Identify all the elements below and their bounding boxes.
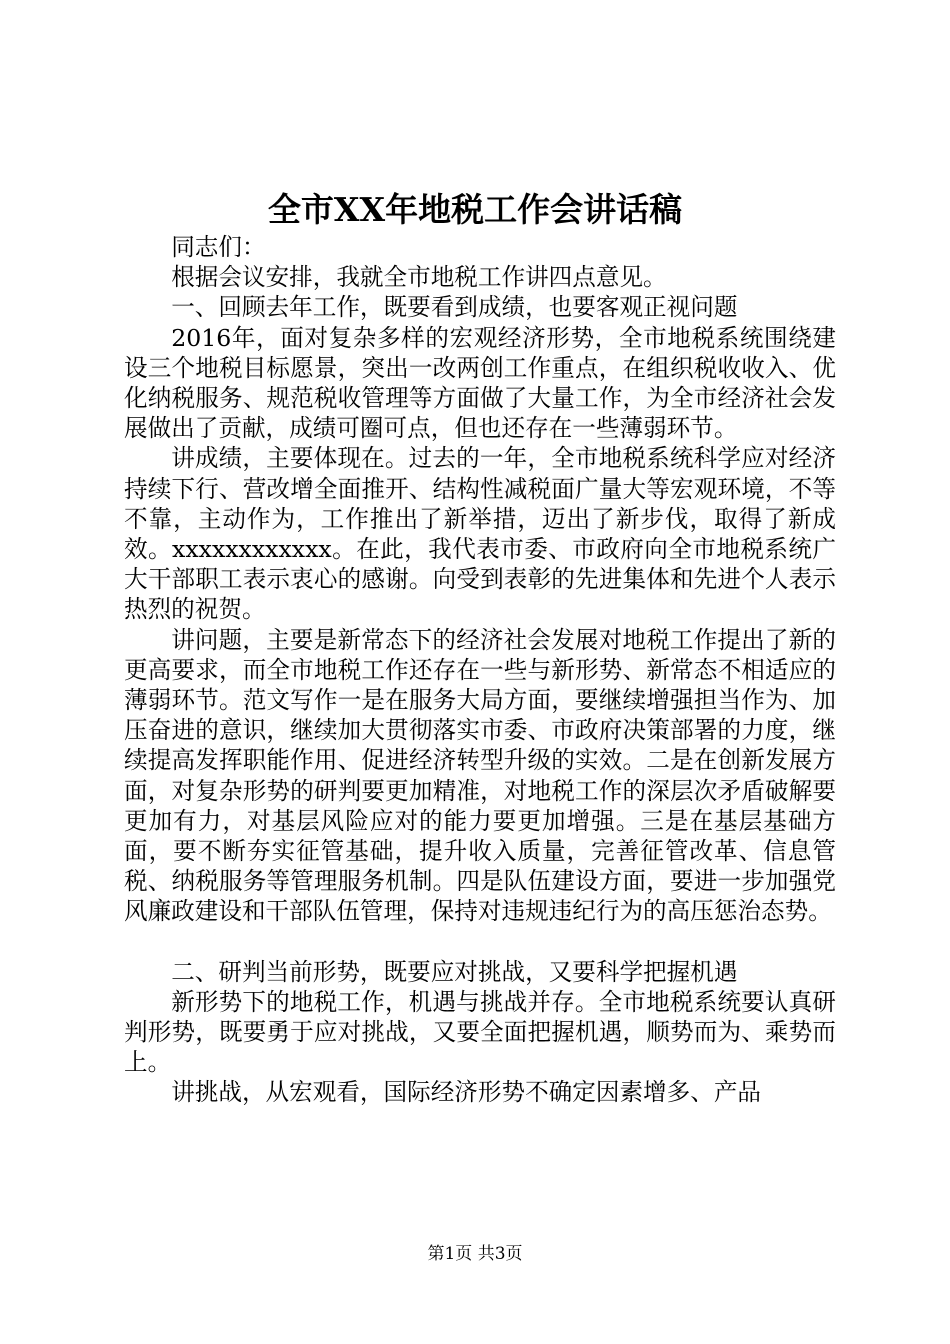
section-heading-2: 二、研判当前形势，既要应对挑战，又要科学把握机遇 xyxy=(171,957,738,986)
document-body xyxy=(124,232,836,1108)
intro-paragraph: 根据会议安排，我就全市地税工作讲四点意见。 xyxy=(171,263,667,292)
body-paragraph: 2016年，面对复杂多样的宏观经济形势，全市地税系统围绕建设三个地税目标愿景，突出一改两创工作重点，在组织税收收入、优化纳税服务、规范税收管理等方面做了大量工作，为全市经济社会发展做出了贡献，成绩可圈可点，但也还存在一些薄弱环节。 xyxy=(124,323,836,443)
document-title: 全市XX年地税工作会讲话稿 xyxy=(267,190,683,229)
page-footer: 第1页 共3页 xyxy=(427,1244,523,1264)
body-paragraph: 讲挑战，从宏观看，国际经济形势不确定因素增多、产品 xyxy=(171,1078,762,1107)
body-paragraph: 讲问题，主要是新常态下的经济社会发展对地税工作提出了新的更高要求，而全市地税工作还存在一些与新形势、新常态不相适应的薄弱环节。范文写作一是在服务大局方面，要继续增强担当作为、加压奋进的意识，继续加大贯彻落实市委、市政府决策部署的力度，继续提高发挥职能作用、促进经济转型升级的实效。二是在创新发展方面，对复杂形势的研判要更加精准，对地税工作的深层次矛盾破解要更加有力，对基层风险应对的能力要更加增强。三是在基层基础方面，要不断夯实征管基础，提升收入质量，完善征管改革、信息管税、纳税服务等管理服务机制。四是队伍建设方面，要进一步加强党风廉政建设和干部队伍管理，保持对违规违纪行为的高压惩治态势。 xyxy=(124,625,836,926)
body-paragraph: 新形势下的地税工作，机遇与挑战并存。全市地税系统要认真研判形势，既要勇于应对挑战，又要全面把握机遇，顺势而为、乘势而上。 xyxy=(124,987,836,1077)
section-heading-1: 一、回顾去年工作，既要看到成绩，也要客观正视问题 xyxy=(171,293,738,322)
body-paragraph: 讲成绩，主要体现在。过去的一年，全市地税系统科学应对经济持续下行、营改增全面推开、结构性减税面广量大等宏观环境，不等不靠，主动作为，工作推出了新举措，迈出了新步伐，取得了新成效。xxxxxxxxxxxx。在此，我代表市委、市政府向全市地税系统广大干部职工表示衷心的感谢。向受到表彰的先进集体和先进个人表示热烈的祝贺。 xyxy=(124,444,836,624)
salutation: 同志们： xyxy=(171,233,266,261)
